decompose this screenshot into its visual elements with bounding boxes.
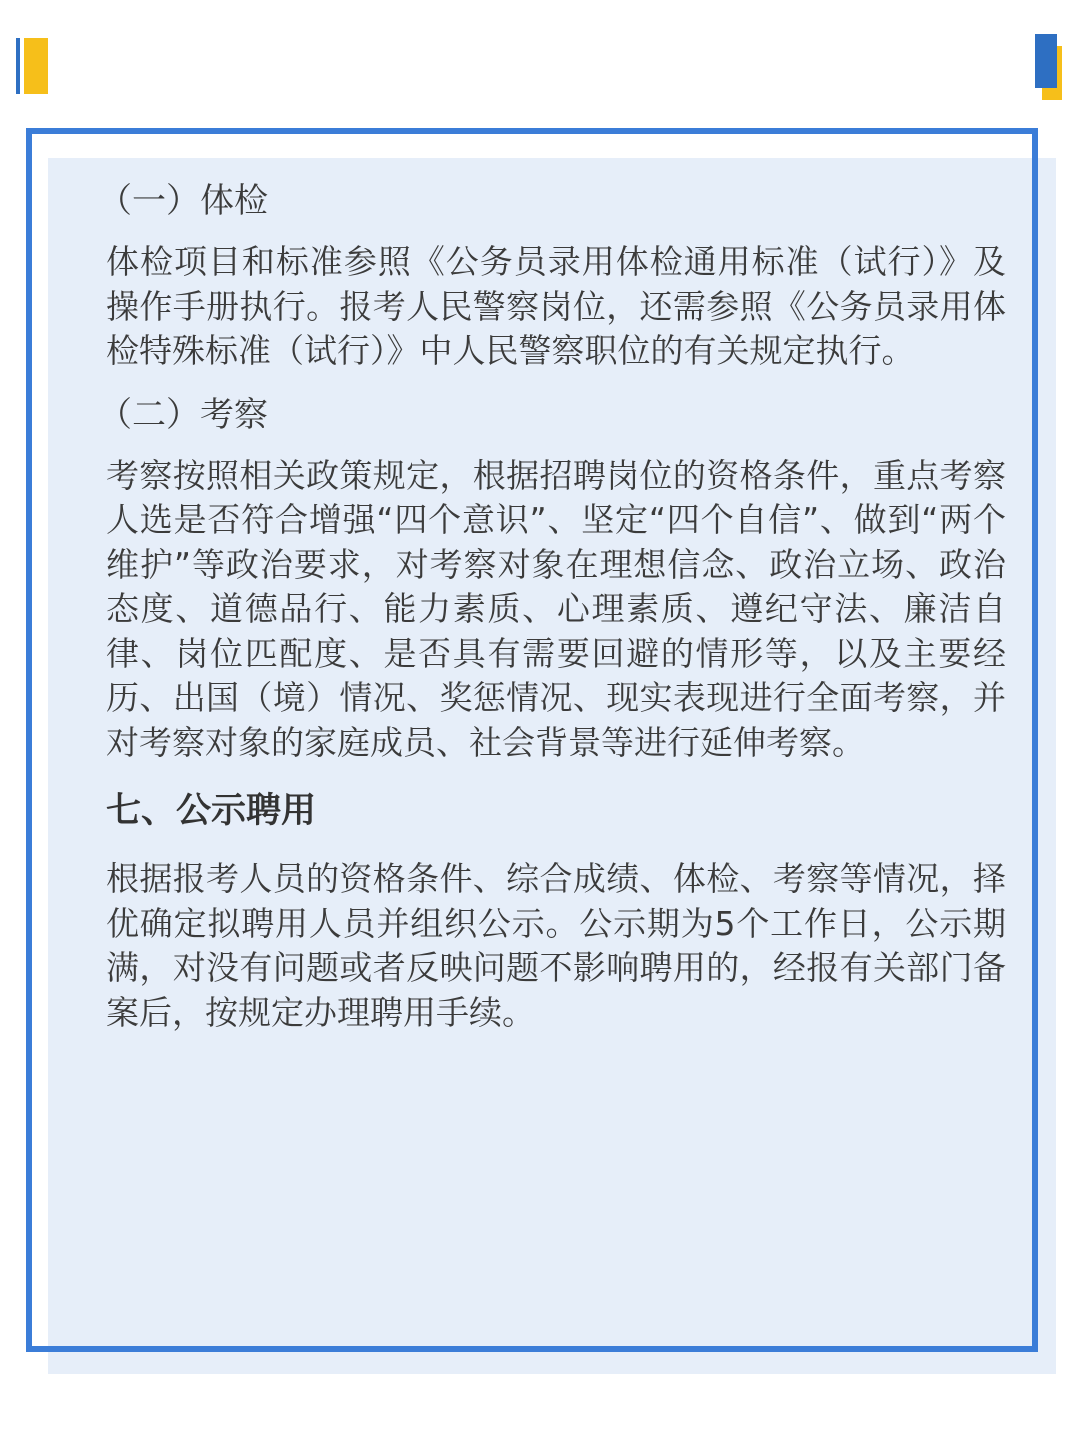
- corner-accent-yellow-bar: [24, 38, 48, 94]
- corner-accent-thin-bar: [16, 38, 20, 94]
- corner-accent-blue-block: [1035, 34, 1057, 88]
- publicity-section-heading: 七、公示聘用: [106, 791, 317, 831]
- publicity-paragraph: 根据报考人员的资格条件、综合成绩、体检、考察等情况，择优确定拟聘用人员并组织公示。公示期为5个工作日，公示期满，对没有问题或者反映问题不影响聘用的，经报有关部门备案后，按规定办理聘用手续。: [106, 859, 1006, 1032]
- document-content: [98, 176, 1006, 1051]
- physical-exam-heading: （一）体检: [98, 181, 268, 221]
- inspection-paragraph: 考察按照相关政策规定，根据招聘岗位的资格条件，重点考察人选是否符合增强“四个意识”、坚定“四个自信”、做到“两个维护”等政治要求，对考察对象在理想信念、政治立场、政治态度、道德品行、能力素质、心理素质、遵纪守法、廉洁自律、岗位匹配度、是否具有需要回避的情形等，以及主要经历、出国（境）情况、奖惩情况、现实表现进行全面考察，并对考察对象的家庭成员、社会背景等进行延伸考察。: [106, 455, 1006, 762]
- physical-exam-paragraph: 体检项目和标准参照《公务员录用体检通用标准（试行）》及操作手册执行。报考人民警察岗位，还需参照《公务员录用体检特殊标准（试行）》中人民警察职位的有关规定执行。: [106, 242, 1006, 370]
- inspection-heading: （二）考察: [98, 394, 268, 435]
